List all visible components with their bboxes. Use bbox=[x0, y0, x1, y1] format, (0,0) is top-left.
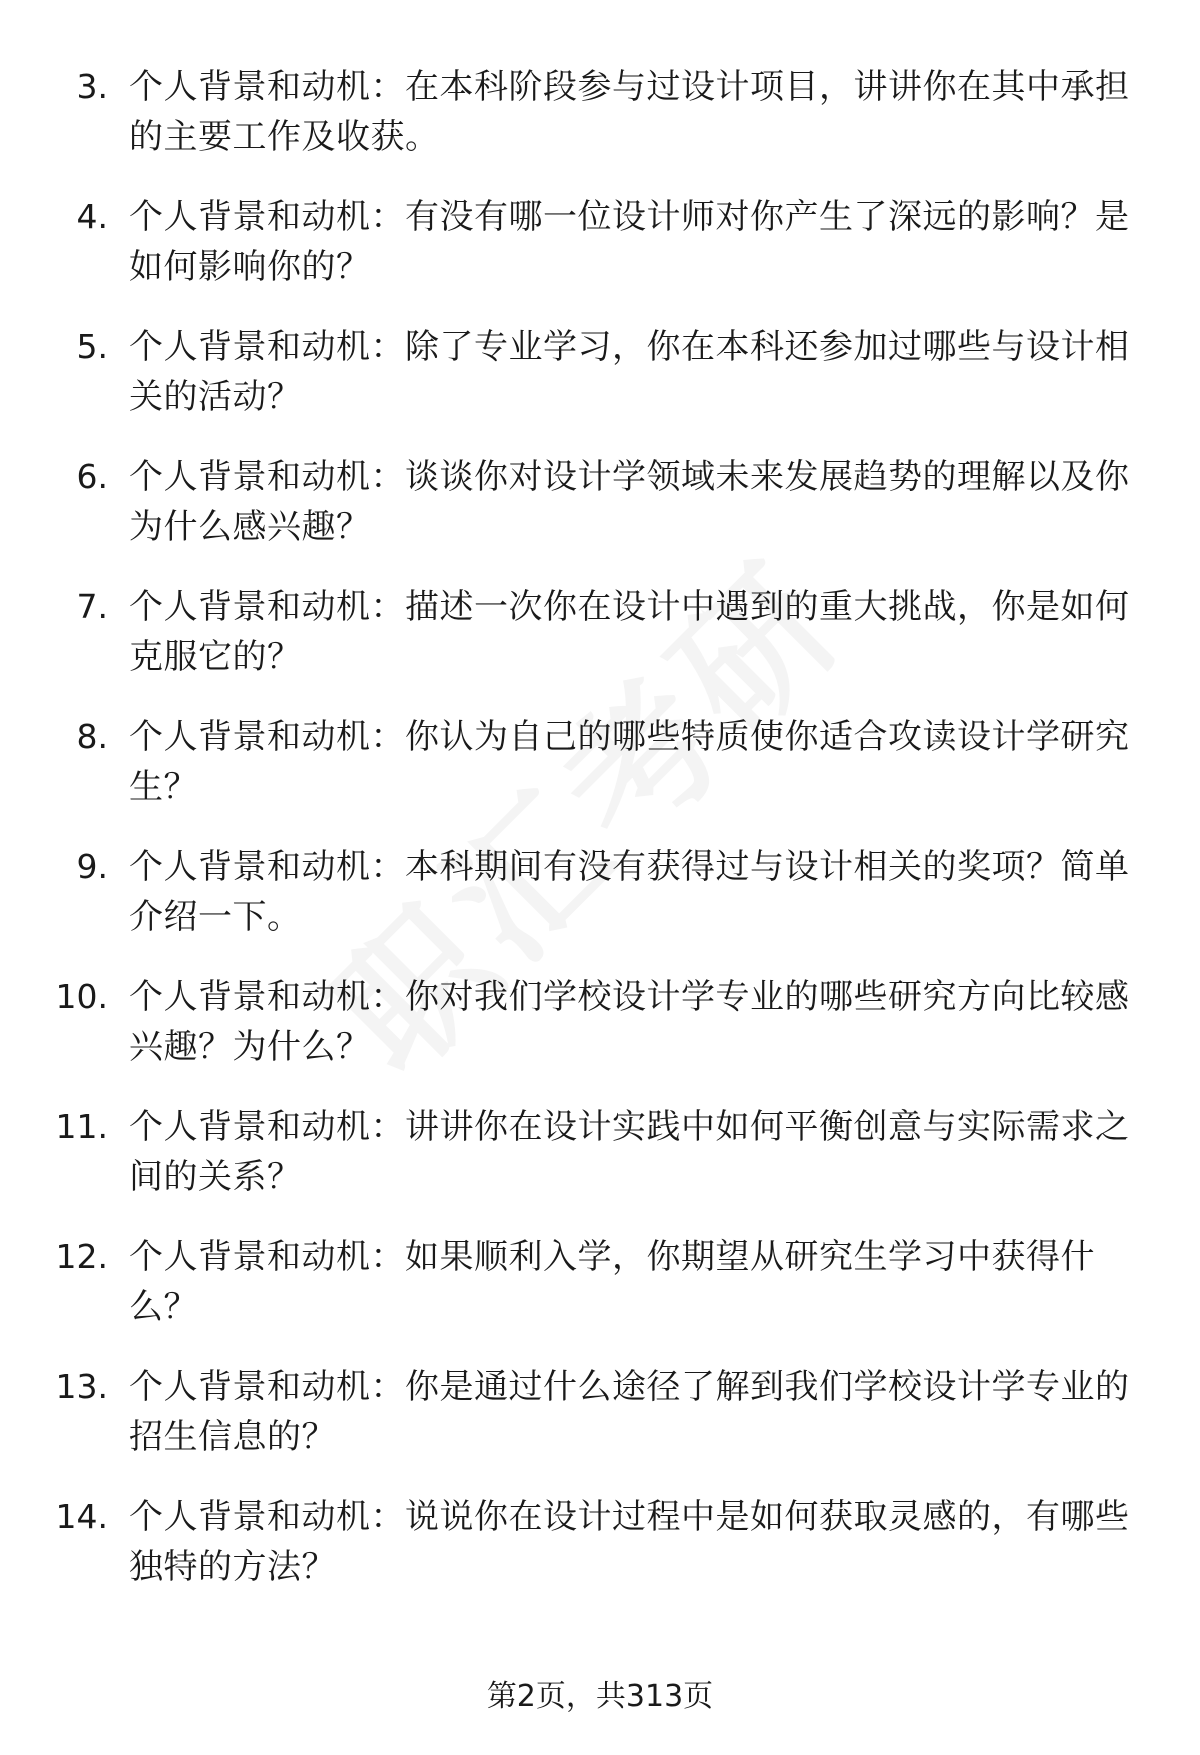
item-text: 个人背景和动机：有没有哪一位设计师对你产生了深远的影响？是如何影响你的？ bbox=[129, 197, 1130, 287]
list-item bbox=[0, 1486, 1200, 1616]
list-item bbox=[0, 966, 1200, 1096]
item-text: 个人背景和动机：在本科阶段参与过设计项目，讲讲你在其中承担的主要工作及收获。 bbox=[129, 67, 1130, 157]
list-item bbox=[0, 446, 1200, 576]
list-item bbox=[0, 1356, 1200, 1486]
question-list bbox=[0, 56, 1200, 1616]
list-item bbox=[0, 1226, 1200, 1356]
item-text: 个人背景和动机：除了专业学习，你在本科还参加过哪些与设计相关的活动？ bbox=[129, 327, 1130, 417]
item-number: 13. bbox=[55, 1367, 108, 1406]
item-number: 6. bbox=[76, 457, 108, 496]
item-text: 个人背景和动机：谈谈你对设计学领域未来发展趋势的理解以及你为什么感兴趣？ bbox=[129, 457, 1130, 547]
item-text: 个人背景和动机：本科期间有没有获得过与设计相关的奖项？简单介绍一下。 bbox=[129, 847, 1130, 937]
item-number: 4. bbox=[76, 197, 108, 236]
list-item bbox=[0, 316, 1200, 446]
list-item bbox=[0, 706, 1200, 836]
item-text: 个人背景和动机：讲讲你在设计实践中如何平衡创意与实际需求之间的关系？ bbox=[129, 1107, 1130, 1197]
item-number: 9. bbox=[76, 847, 108, 886]
item-text: 个人背景和动机：你对我们学校设计学专业的哪些研究方向比较感兴趣？为什么？ bbox=[129, 977, 1130, 1067]
item-number: 5. bbox=[76, 327, 108, 366]
page-number: 第2页，共313页 bbox=[486, 1679, 714, 1714]
item-text: 个人背景和动机：描述一次你在设计中遇到的重大挑战，你是如何克服它的？ bbox=[129, 587, 1130, 677]
list-item bbox=[0, 836, 1200, 966]
item-number: 3. bbox=[76, 67, 108, 106]
list-item bbox=[0, 576, 1200, 706]
list-item bbox=[0, 186, 1200, 316]
item-text: 个人背景和动机：说说你在设计过程中是如何获取灵感的，有哪些独特的方法？ bbox=[129, 1497, 1130, 1587]
item-number: 12. bbox=[55, 1237, 108, 1276]
item-number: 10. bbox=[55, 977, 108, 1016]
item-number: 11. bbox=[55, 1107, 108, 1146]
item-number: 7. bbox=[76, 587, 108, 626]
list-item bbox=[0, 56, 1200, 186]
item-text: 个人背景和动机：如果顺利入学，你期望从研究生学习中获得什么？ bbox=[129, 1237, 1095, 1327]
list-item bbox=[0, 1096, 1200, 1226]
item-text: 个人背景和动机：你是通过什么途径了解到我们学校设计学专业的招生信息的？ bbox=[129, 1367, 1130, 1457]
item-text: 个人背景和动机：你认为自己的哪些特质使你适合攻读设计学研究生？ bbox=[129, 717, 1130, 807]
item-number: 8. bbox=[76, 717, 108, 756]
item-number: 14. bbox=[55, 1497, 108, 1536]
